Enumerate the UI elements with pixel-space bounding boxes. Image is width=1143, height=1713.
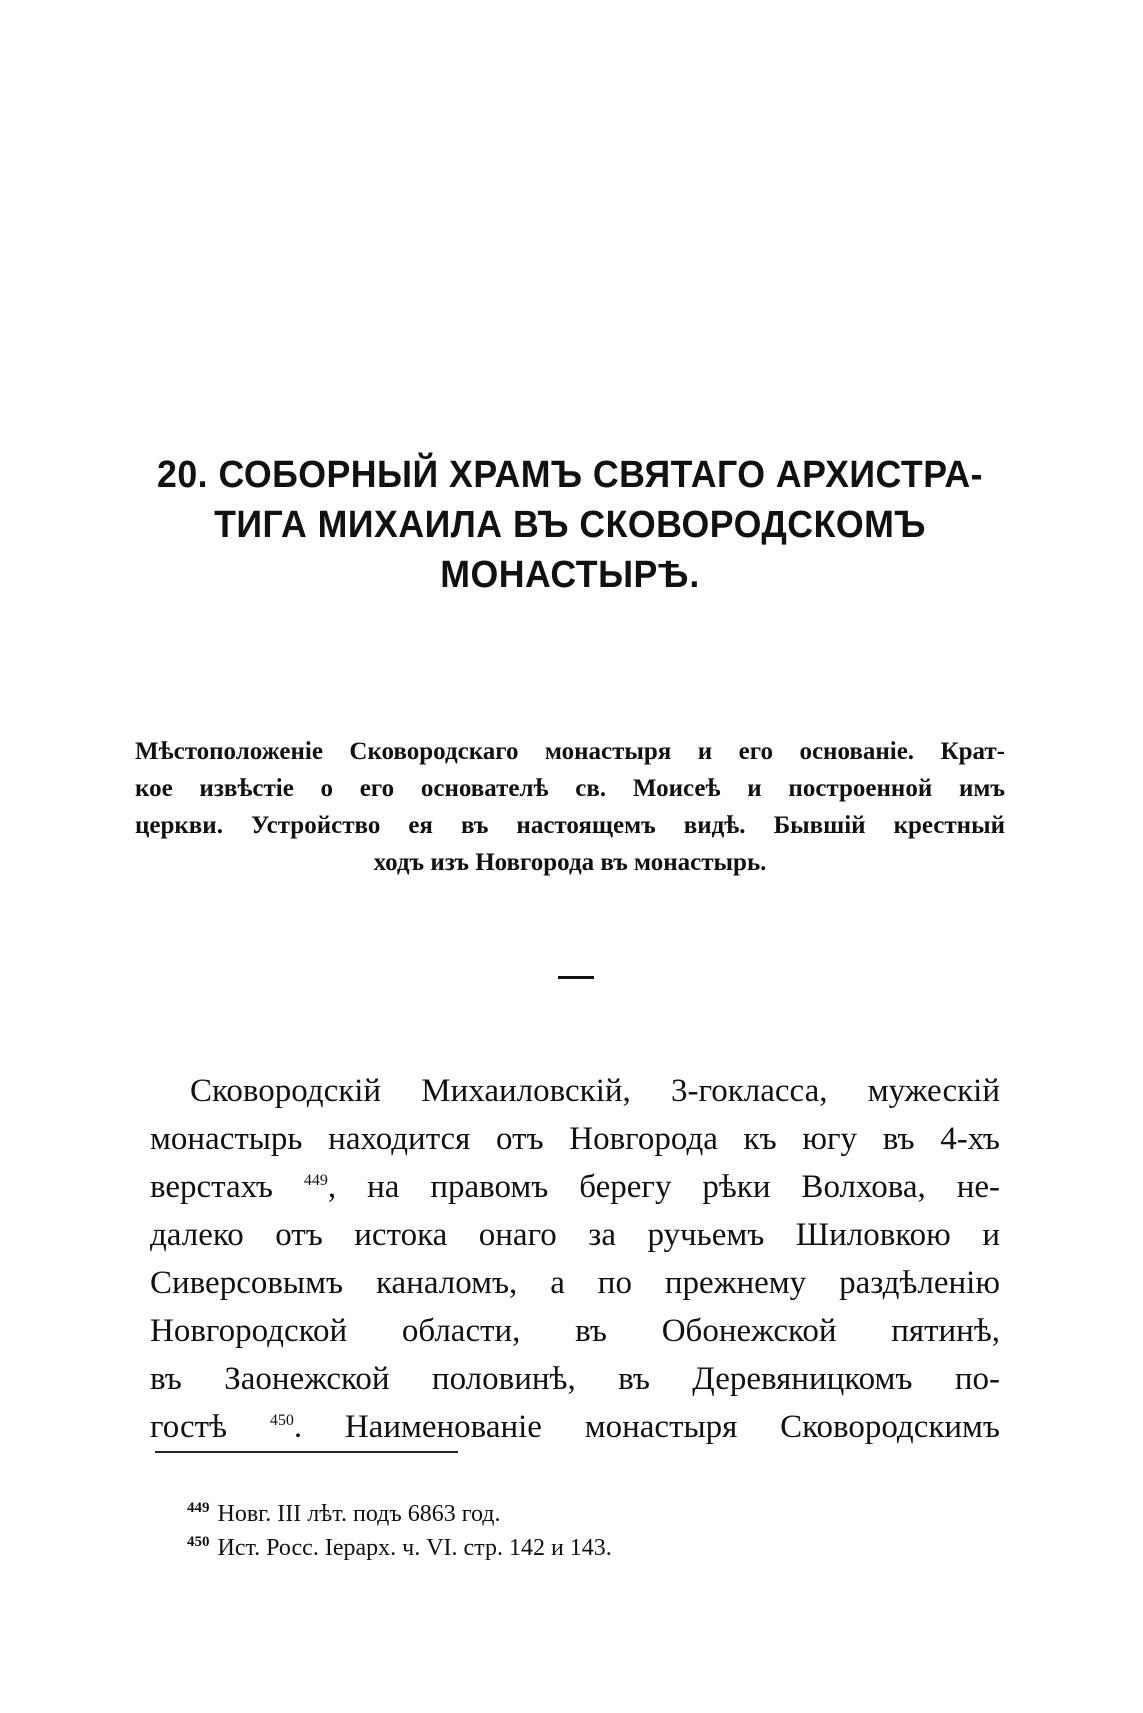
footnote-number: 450: [187, 1534, 210, 1550]
body-text-segment: . Наименованіе монастыря Сковородскимъ: [293, 1409, 1000, 1445]
body-line: въ Заонежской половинѣ, въ Деревяницкомъ по-: [150, 1361, 1000, 1397]
chapter-title: [156, 450, 983, 600]
body-text-segment: верстахъ: [150, 1169, 304, 1205]
footnote: [187, 1497, 987, 1531]
chapter-title-line: ТИГА МИХАИЛА ВЪ СКОВОРОДСКОМЪ: [214, 504, 926, 546]
section-divider: [558, 976, 594, 979]
chapter-title-line: МОНАСТЫРѢ.: [440, 554, 700, 596]
body-line: Сковородскій Михаиловскій, 3-гокласса, мужескій: [190, 1073, 1000, 1109]
summary-line: церкви. Устройство ея въ настоящемъ видѣ. Бывшій крестный: [135, 812, 1005, 839]
summary-line: кое извѣстіе о его основателѣ св. Моисеѣ и построенной имъ: [135, 775, 1005, 802]
footnote: [187, 1531, 987, 1565]
body-line: Новгородской области, въ Обонежской пятинѣ,: [150, 1313, 1000, 1349]
footnote-reference[interactable]: 449: [303, 1172, 328, 1189]
footnote-text: Новг. III лѣт. подъ 6863 год.: [217, 1501, 501, 1527]
body-line: [150, 1163, 1000, 1211]
body-paragraph: [150, 1067, 1000, 1451]
footnote-reference[interactable]: 450: [269, 1412, 294, 1429]
footnote-text: Ист. Росс. Іерарх. ч. VI. стр. 142 и 143.: [217, 1535, 612, 1561]
body-line: [150, 1403, 1000, 1451]
body-line: далеко отъ истока онаго за ручьемъ Шиловкою и: [150, 1217, 1000, 1253]
summary-line: Мѣстоположеніе Сковородскаго монастыря и его основаніе. Крат-: [135, 738, 1005, 765]
body-text-segment: , на правомъ берегу рѣки Волхова, не-: [327, 1169, 1000, 1205]
body-line: монастырь находится отъ Новгорода къ югу въ 4-хъ: [150, 1121, 1000, 1157]
chapter-title-line: 20. СОБОРНЫЙ ХРАМЪ СВЯТАГО АРХИСТРА-: [157, 454, 983, 496]
body-line: Сиверсовымъ каналомъ, а по прежнему раздѣленію: [150, 1265, 1000, 1301]
summary-line: ходъ изъ Новгорода въ монастырь.: [373, 849, 767, 876]
footnotes: [187, 1497, 987, 1565]
footnote-separator: [155, 1451, 458, 1453]
footnote-number: 449: [187, 1500, 210, 1516]
chapter-summary: [135, 733, 1005, 881]
body-text-segment: гостѣ: [150, 1409, 270, 1445]
